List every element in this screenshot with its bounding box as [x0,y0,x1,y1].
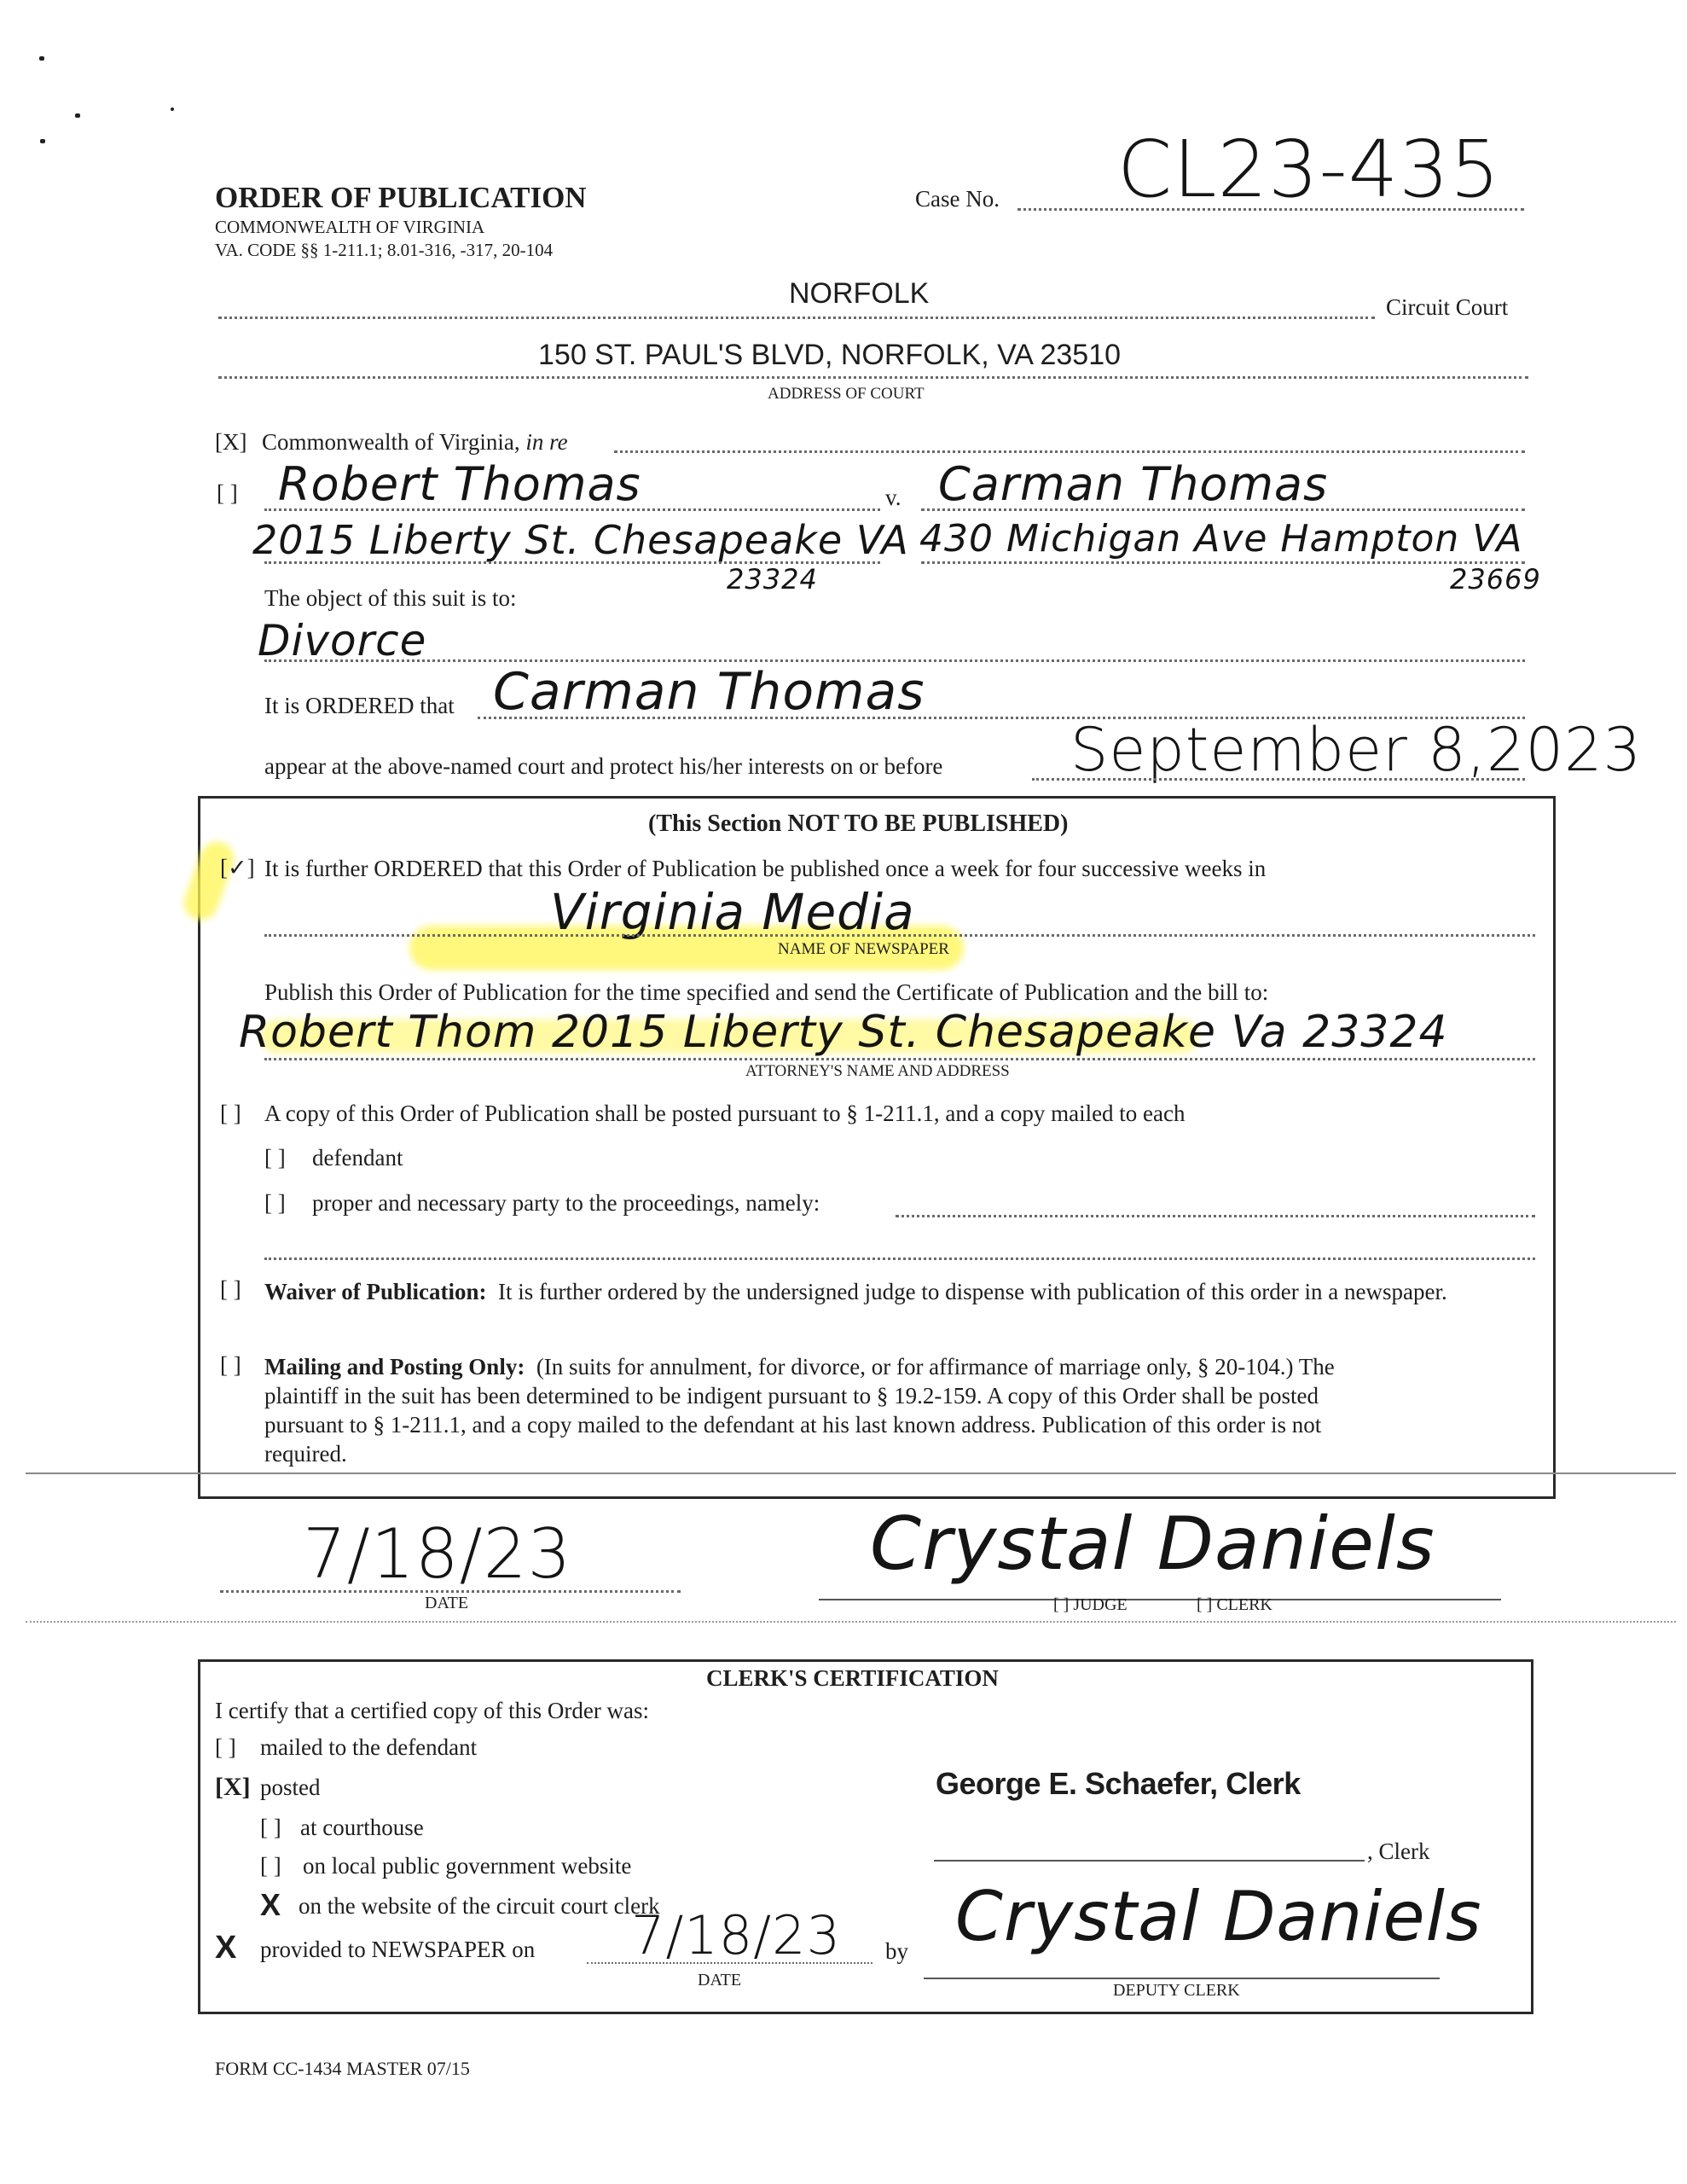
case-number-field[interactable]: CL23-435 [1117,124,1501,215]
by-label: by [885,1938,908,1964]
commonwealth-label [262,429,568,456]
waiver-checkbox[interactable]: [ ] [220,1276,241,1302]
section-divider-dotted [26,1621,1676,1623]
plaintiff-field[interactable]: Robert Thomas [278,457,641,511]
form-subtitle-commonwealth: COMMONWEALTH OF VIRGINIA [215,217,485,237]
form-subtitle-code: VA. CODE §§ 1-211.1; 8.01-316, -317, 20-104 [215,240,554,260]
waiver-text [264,1276,1493,1307]
local-website-checkbox[interactable]: [ ] [260,1853,281,1879]
appear-date-field[interactable]: September 8,2023 [1070,715,1643,785]
plaintiff-zip-field[interactable]: 23324 [727,563,818,595]
copy-posted-checkbox[interactable]: [ ] [220,1101,241,1126]
mailed-label: mailed to the defendant [260,1734,478,1760]
necessary-party-label: proper and necessary party to the proceedings, namely: [312,1190,820,1216]
defendant-field[interactable]: Carman Thomas [938,457,1329,511]
mailing-body-3: pursuant to § 1-211.1, and a copy mailed to the defendant at his last known address. Publication of this order is not [264,1412,1322,1438]
circuit-court-label: Circuit Court [1386,294,1509,320]
waiver-title: Waiver of Publication: [264,1279,487,1304]
court-name-line [218,317,1375,319]
court-address-line [218,376,1528,379]
posted-label: posted [260,1774,321,1800]
newspaper-field[interactable]: Virginia Media [550,883,915,941]
order-date-caption: DATE [425,1594,469,1612]
order-date-field[interactable]: 7/18/23 [303,1514,572,1594]
attorney-caption: ATTORNEY'S NAME AND ADDRESS [745,1062,1010,1080]
posted-checkbox[interactable]: [X] [215,1773,251,1801]
further-ordered-text: It is further ORDERED that this Order of Publication be published once a week for four successive weeks in [264,856,1267,881]
judge-signature-line [819,1599,1501,1600]
scan-speck [75,113,80,118]
mailing-posting-checkbox[interactable]: [ ] [220,1352,241,1378]
versus-checkbox[interactable]: [ ] [217,480,238,506]
in-re-line [614,450,1525,453]
clerk-checkbox[interactable]: [ ] CLERK [1197,1595,1272,1614]
mailing-title: Mailing and Posting Only: [264,1354,525,1380]
mailing-posting-text [264,1352,1510,1468]
waiver-body: It is further ordered by the undersigned judge to dispense with publication of this order in a newspaper. [498,1279,1447,1304]
defendant-address-field[interactable]: 430 Michigan Ave Hampton VA [919,517,1523,561]
necessary-party-checkbox[interactable]: [ ] [264,1190,286,1216]
deputy-clerk-caption: DEPUTY CLERK [1113,1981,1240,2000]
commonwealth-checkbox[interactable]: [X] [215,429,247,455]
further-ordered-checkbox[interactable]: [✓] [220,855,255,880]
court-name-field[interactable]: NORFOLK [789,277,930,310]
court-address-caption: ADDRESS OF COURT [768,385,925,403]
clerk-name: George E. Schaefer, Clerk [936,1766,1301,1801]
clerk-website-checkbox[interactable]: X [260,1887,281,1922]
mailing-body-4: required. [264,1441,347,1467]
copy-posted-text: A copy of this Order of Publication shall be posted pursuant to § 1-211.1, and a copy mailed to each [264,1101,1186,1126]
clerk-website-label: on the website of the circuit court clerk [299,1893,660,1919]
attorney-field[interactable]: Robert Thom 2015 Liberty St. Chesapeake Va 23324 [239,1007,1448,1058]
form-id: FORM CC-1434 MASTER 07/15 [215,2058,470,2079]
newspaper-caption: NAME OF NEWSPAPER [778,940,949,958]
judge-checkbox[interactable]: [ ] JUDGE [1053,1595,1128,1614]
scan-speck [40,139,45,143]
deputy-clerk-signature-line [924,1978,1440,1979]
section-divider [26,1472,1676,1474]
plaintiff-address-line [264,561,880,564]
defendant-zip-field[interactable]: 23669 [1450,563,1541,595]
ordered-party-field[interactable]: Carman Thomas [493,662,925,722]
necessary-party-line-2 [264,1258,1535,1260]
publish-instructions: Publish this Order of Publication for the time specified and send the Certificate of Publication and the bill to: [264,979,1269,1005]
newspaper-provided-label: provided to NEWSPAPER on [260,1937,536,1962]
scan-speck [171,107,174,111]
clerk-signature-line [934,1860,1365,1862]
judge-signature[interactable]: Crystal Daniels [870,1502,1435,1587]
object-of-suit-label: The object of this suit is to: [264,585,517,611]
newspaper-provided-checkbox[interactable]: X [215,1930,237,1966]
object-of-suit-field[interactable]: Divorce [258,616,427,665]
mailing-body-1: (In suits for annulment, for divorce, or for affirmance of marriage only, § 20-104.) The [536,1354,1335,1380]
defendant-line [921,508,1525,511]
form-title: ORDER OF PUBLICATION [215,181,587,214]
unpublished-heading: (This Section NOT TO BE PUBLISHED) [648,810,1069,837]
certification-heading: CLERK'S CERTIFICATION [706,1665,999,1691]
deputy-clerk-signature[interactable]: Crystal Daniels [955,1877,1482,1956]
court-address-field[interactable]: 150 ST. PAUL'S BLVD, NORFOLK, VA 23510 [538,339,1122,371]
newspaper-provided-date-caption: DATE [698,1971,742,1989]
plaintiff-line [264,508,880,511]
mailed-checkbox[interactable]: [ ] [215,1734,236,1760]
clerk-suffix-label: , Clerk [1367,1838,1430,1864]
certification-intro: I certify that a certified copy of this Order was: [215,1698,650,1723]
mailing-body-2: plaintiff in the suit has been determined to be indigent pursuant to § 19.2-159. A copy of this Order shall be posted [264,1383,1319,1409]
necessary-party-line-1 [896,1215,1535,1217]
defendant-option-label: defendant [312,1145,403,1170]
case-number-label: Case No. [915,186,1000,212]
in-re-label: in re [525,429,568,455]
courthouse-checkbox[interactable]: [ ] [260,1815,281,1840]
commonwealth-label-text: Commonwealth of Virginia, [262,429,520,455]
defendant-address-line [921,561,1525,564]
mailing-line-1 [264,1352,1510,1381]
ordered-label: It is ORDERED that [264,693,455,718]
versus-label: v. [885,485,901,510]
courthouse-label: at courthouse [300,1815,424,1840]
newspaper-line [264,934,1535,937]
order-date-line [220,1590,681,1593]
newspaper-provided-date-field[interactable]: 7/18/23 [631,1904,842,1966]
scan-speck [39,56,44,61]
attorney-line [264,1058,1535,1060]
appear-date-line [1032,778,1525,781]
appear-label: appear at the above-named court and protect his/her interests on or before [264,753,943,779]
local-website-label: on local public government website [303,1853,632,1879]
plaintiff-address-field[interactable]: 2015 Liberty St. Chesapeake VA [252,517,909,563]
defendant-checkbox[interactable]: [ ] [264,1145,286,1170]
